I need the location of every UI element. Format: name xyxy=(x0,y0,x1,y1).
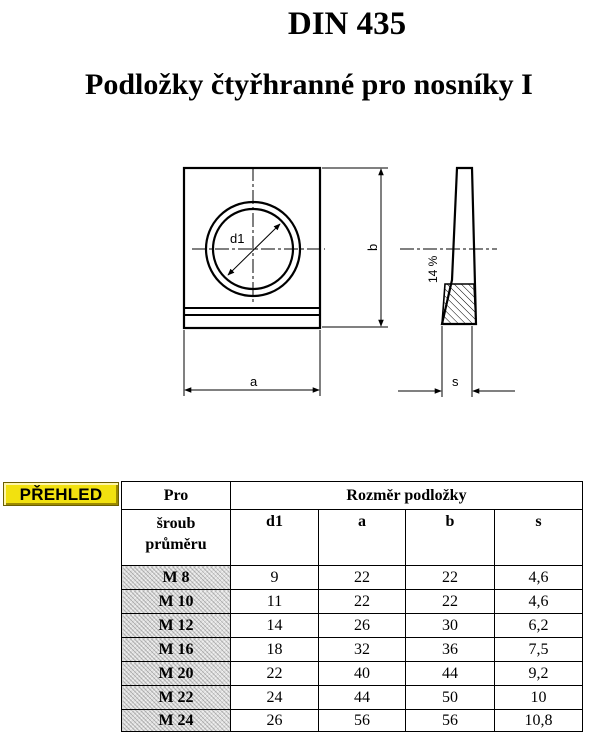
b-label: b xyxy=(365,243,380,251)
page-title: DIN 435 xyxy=(287,6,407,42)
prumeru-label: průměru xyxy=(145,536,207,553)
s-cell: 9,2 xyxy=(495,662,583,686)
a-cell: 22 xyxy=(319,566,406,590)
group-header: Rozměr podložky xyxy=(231,482,583,510)
s-label: s xyxy=(452,374,459,389)
side-view xyxy=(398,168,515,397)
table-row xyxy=(122,614,583,638)
bolt-cell[interactable]: M 24 xyxy=(122,710,231,732)
a-cell: 22 xyxy=(319,590,406,614)
s-cell: 10 xyxy=(495,686,583,710)
bolt-cell[interactable]: M 16 xyxy=(122,638,231,662)
table-row xyxy=(122,566,583,590)
d1-cell: 18 xyxy=(231,638,319,662)
a-cell: 44 xyxy=(319,686,406,710)
d1-label: d1 xyxy=(230,231,245,246)
prehled-button[interactable]: PŘEHLED xyxy=(3,482,119,506)
sroub-label: šroub xyxy=(156,515,196,532)
table-row xyxy=(122,638,583,662)
d1-cell: 24 xyxy=(231,686,319,710)
b-cell: 50 xyxy=(406,686,495,710)
b-cell: 22 xyxy=(406,590,495,614)
bolt-cell[interactable]: M 10 xyxy=(122,590,231,614)
pro-header: Pro xyxy=(122,482,231,510)
s-cell: 4,6 xyxy=(495,590,583,614)
bolt-cell[interactable]: M 8 xyxy=(122,566,231,590)
col-header-s: s xyxy=(495,510,583,566)
washer-technical-drawing xyxy=(0,150,611,410)
b-cell: 30 xyxy=(406,614,495,638)
d1-cell: 14 xyxy=(231,614,319,638)
bolt-cell[interactable]: M 20 xyxy=(122,662,231,686)
bolt-diameter-header xyxy=(122,510,231,566)
b-cell: 36 xyxy=(406,638,495,662)
washer-size-table xyxy=(121,481,583,732)
table-row xyxy=(122,590,583,614)
page-subtitle: Podložky čtyřhranné pro nosníky I xyxy=(85,68,533,101)
bolt-cell[interactable]: M 12 xyxy=(122,614,231,638)
s-cell: 6,2 xyxy=(495,614,583,638)
a-cell: 56 xyxy=(319,710,406,732)
col-header-b: b xyxy=(406,510,495,566)
table-row xyxy=(122,710,583,732)
b-cell: 56 xyxy=(406,710,495,732)
slope-label: 14 % xyxy=(426,255,440,283)
b-cell: 44 xyxy=(406,662,495,686)
washer-section-hatch xyxy=(442,284,476,324)
s-cell: 7,5 xyxy=(495,638,583,662)
col-header-a: a xyxy=(319,510,406,566)
d1-cell: 22 xyxy=(231,662,319,686)
a-cell: 32 xyxy=(319,638,406,662)
b-cell: 22 xyxy=(406,566,495,590)
d1-cell: 26 xyxy=(231,710,319,732)
s-cell: 4,6 xyxy=(495,566,583,590)
d1-cell: 11 xyxy=(231,590,319,614)
table-row xyxy=(122,662,583,686)
front-view xyxy=(184,167,388,396)
table-row xyxy=(122,686,583,710)
a-cell: 26 xyxy=(319,614,406,638)
a-cell: 40 xyxy=(319,662,406,686)
bolt-cell[interactable]: M 22 xyxy=(122,686,231,710)
a-label: a xyxy=(250,374,258,389)
col-header-d1: d1 xyxy=(231,510,319,566)
s-cell: 10,8 xyxy=(495,710,583,732)
d1-cell: 9 xyxy=(231,566,319,590)
